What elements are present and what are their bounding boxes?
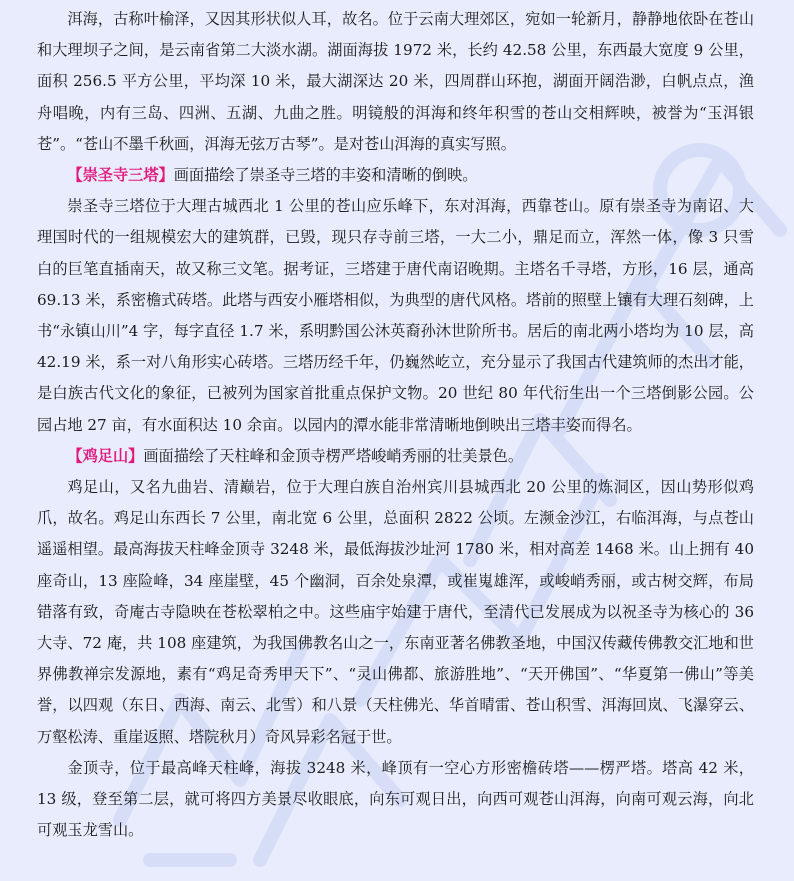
section-tag-santa: 【崇圣寺三塔】 (67, 166, 174, 185)
section-tag-jizu: 【鸡足山】 (67, 446, 144, 465)
paragraph-santa: 崇圣寺三塔位于大理古城西北 1 公里的苍山应乐峰下，东对洱海，西靠苍山。原有崇圣寺为南诏、大理国时代的一组规模宏大的建筑群，已毁，现只存寺前三塔，一大二小，鼎足而立，浑然一体，像 3 只雪白的巨笔直插南天，故又称三文笔。据考证，三塔建于唐代南诏晚期。主塔名千寻塔，方形，16 层，通高 69.13 米，系密檐式砖塔。此塔与西安小雁塔相似，为典型的唐代风格。塔前的照壁上镶有大理石刻碑，上书“永镇山川”4 字，每字直径 1.7 米，系明黔国公沐英裔孙沐世阶所书。居后的南北两小塔均为 10 层，高 42.19 米，系一对八角形实心砖塔。三塔历经千年，仍巍然屹立，充分显示了我国古代建筑师的杰出才能，是白族古代文化的象征，已被列为国家首批重点保护文物。20 世纪 80 年代衍生出一个三塔倒影公园。公园占地 27 亩，有水面积达 10 余亩。以园内的潭水能非常清晰地倒映出三塔丰姿而得名。 (37, 197, 754, 434)
section-jizu-heading (37, 441, 754, 472)
section-intro-jizu: 画面描绘了天柱峰和金顶寺楞严塔峻峭秀丽的壮美景色。 (143, 446, 524, 465)
paragraph-jinding: 金顶寺，位于最高峰天柱峰，海拔 3248 米，峰顶有一空心方形密檐砖塔——楞严塔。塔高 42 米，13 级，登至第二层，就可将四方美景尽收眼底，向东可观日出，向西可观苍山洱海，向南可观云海，向北可观玉龙雪山。 (37, 758, 754, 840)
section-santa-heading (37, 160, 754, 191)
paragraph-erhai: 洱海，古称叶榆泽，又因其形状似人耳，故名。位于云南大理郊区，宛如一轮新月，静静地依卧在苍山和大理坝子之间，是云南省第二大淡水湖。湖面海拔 1972 米，长约 42.58 公里，东西最大宽度 9 公里，面积 256.5 平方公里，平均深 10 米，最大湖深达 20 米，四周群山环抱，湖面开阔浩渺，白帆点点，渔舟唱晚，内有三岛、四洲、五湖、九曲之胜。明镜般的洱海和终年积雪的苍山交相辉映，被誉为“玉洱银苍”。“苍山不墨千秋画，洱海无弦万古琴”。是对苍山洱海的真实写照。 (37, 10, 754, 153)
section-intro-santa: 画面描绘了崇圣寺三塔的丰姿和清晰的倒映。 (173, 166, 478, 185)
paragraph-jizu: 鸡足山，又名九曲岩、清巅岩，位于大理白族自治州宾川县城西北 20 公里的炼洞区，因山势形似鸡爪，故名。鸡足山东西长 7 公里，南北宽 6 公里，总面积 2822 公顷。左濒金沙江，右临洱海，与点苍山遥遥相望。最高海拔天柱峰金顶寺 3248 米，最低海拔沙址河 1780 米，相对高差 1468 米。山上拥有 40 座奇山，13 座险峰，34 座崖壁，45 个幽洞，百余处泉潭，或崔嵬雄浑，或峻峭秀丽，或古树交辉，布局错落有致，奇庵古寺隐映在苍松翠柏之中。这些庙宇始建于唐代，至清代已发展成为以祝圣寺为核心的 36 大寺、72 庵，共 108 座建筑，为我国佛教名山之一，东南亚著名佛教圣地，中国汉传藏传佛教交汇地和世界佛教禅宗发源地，素有“鸡足奇秀甲天下”、“灵山佛都、旅游胜地”、“天开佛国”、“华夏第一佛山”等美誉，以四观（东日、西海、南云、北雪）和八景（天柱佛光、华首晴雷、苍山积雪、洱海回岚、飞瀑穿云、万壑松涛、重崖返照、塔院秋月）奇风异彩名冠于世。 (37, 478, 754, 746)
